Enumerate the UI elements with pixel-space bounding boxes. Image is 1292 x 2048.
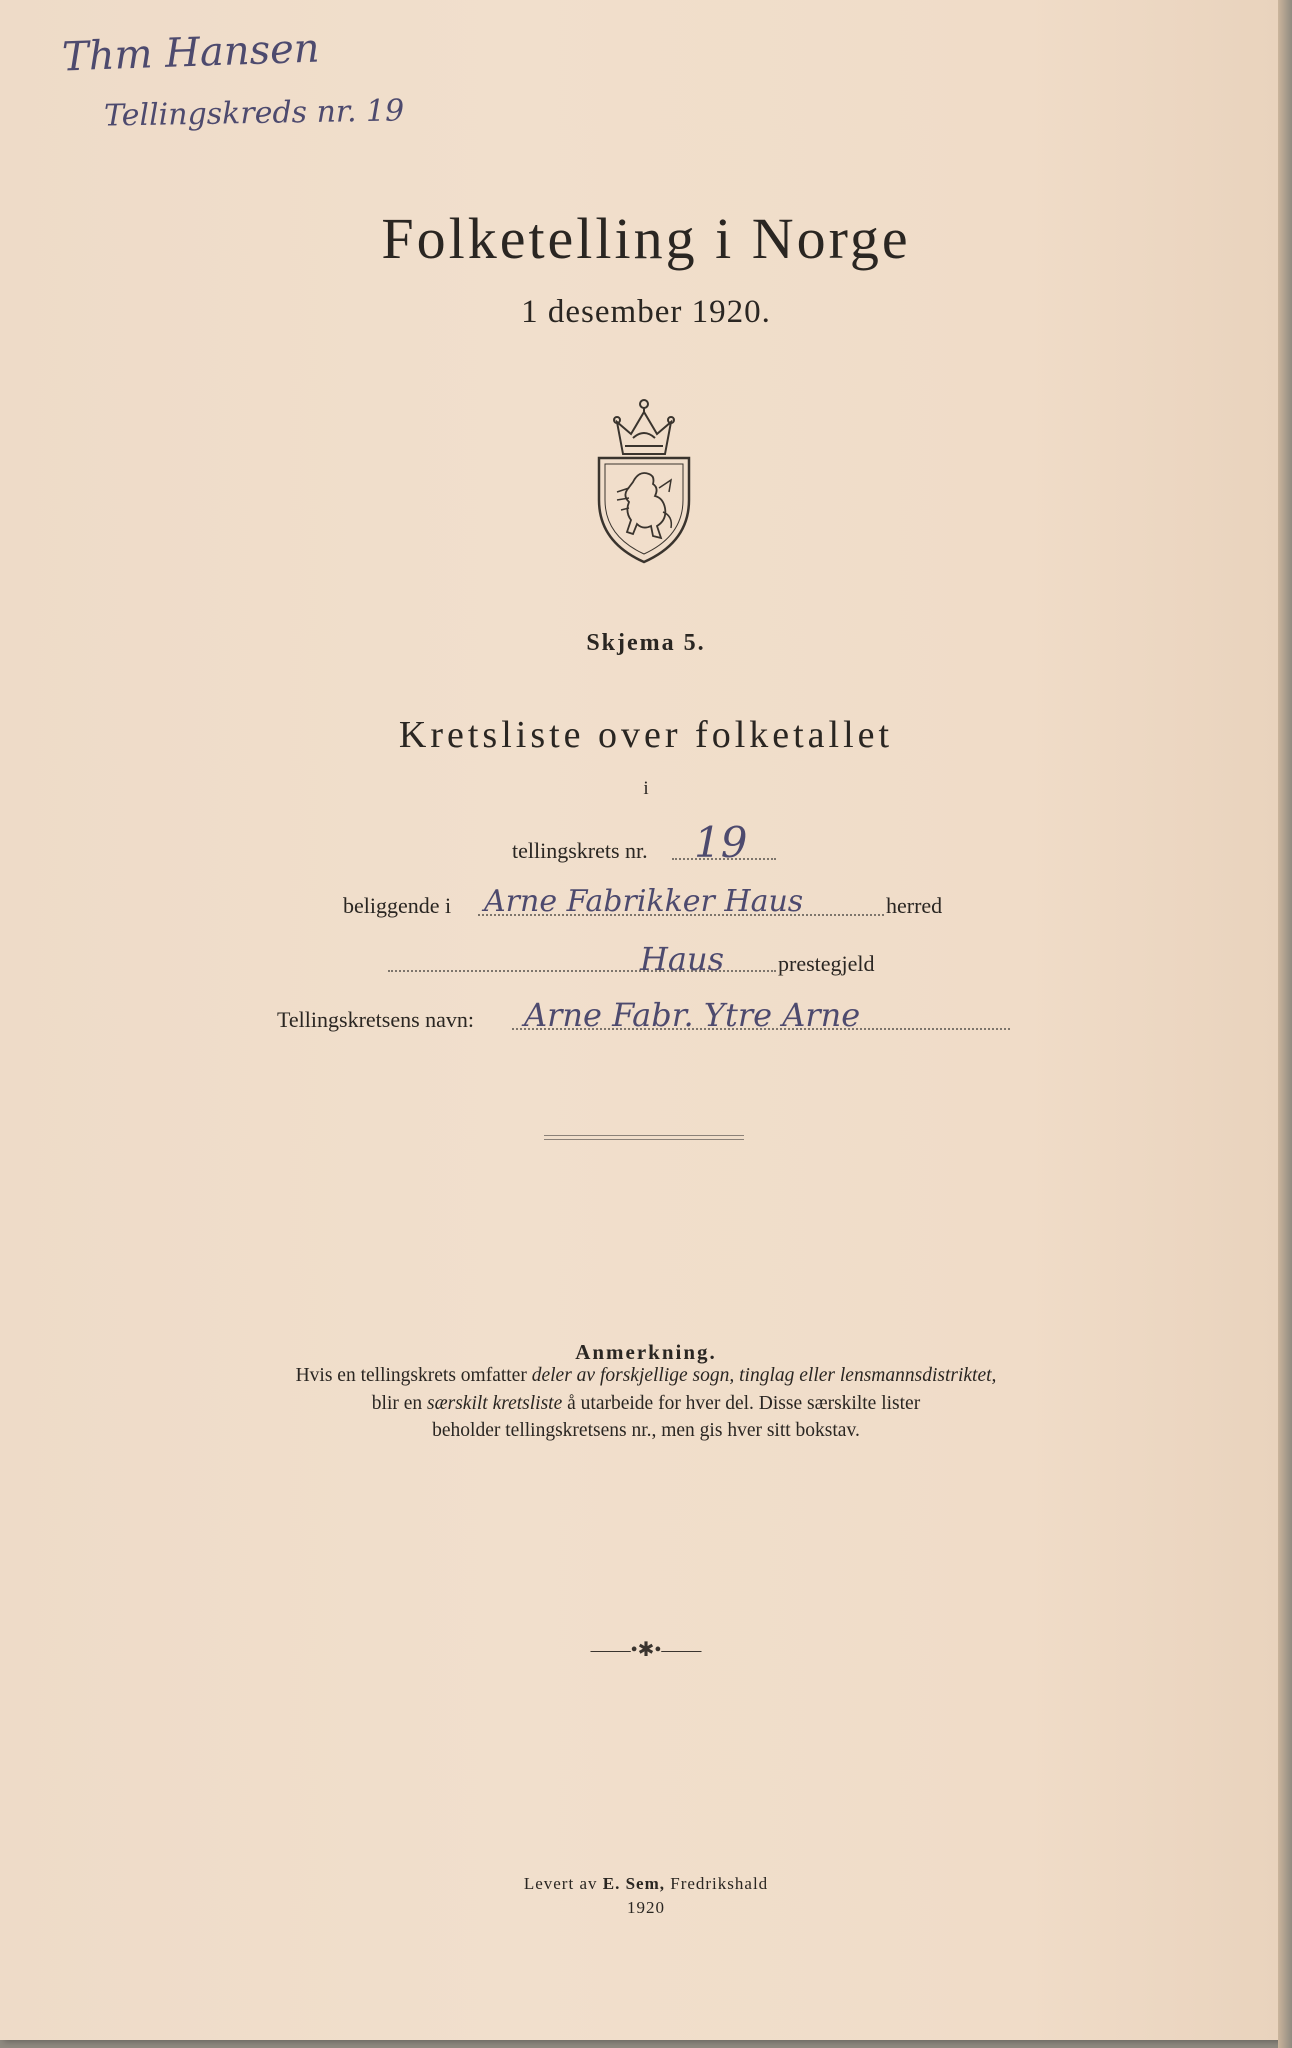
- note-line-2-b: særskilt kretsliste: [427, 1393, 563, 1414]
- navn-label: Tellingskretsens navn:: [277, 1007, 475, 1032]
- form-heading: Kretsliste over folketallet: [398, 714, 894, 756]
- note-line-2-c: å utarbeide for hver del. Disse særskilte lister: [562, 1393, 921, 1414]
- schema-number: Skjema 5.: [586, 630, 706, 656]
- handwritten-name: Thm Hansen: [61, 25, 321, 81]
- ornament-divider: ——•✱•——: [590, 1639, 702, 1661]
- note-heading: Anmerkning.: [575, 1340, 717, 1364]
- note-line-1-a: Hvis en tellingskrets omfatter: [295, 1365, 532, 1386]
- heading-preposition: i: [643, 778, 649, 799]
- note-line-1-b: deler av forskjellige sogn, tinglag eller lensmannsdistriktet,: [531, 1365, 997, 1386]
- divider-rule-top: [544, 1135, 744, 1136]
- prestegjeld-label: prestegjeld: [778, 951, 875, 976]
- note-line-2: [0, 1393, 1292, 1415]
- note-line-2-a: blir en: [371, 1393, 428, 1414]
- printer-credit-c: Fredrikshald: [664, 1874, 769, 1893]
- coat-of-arms-icon: [593, 392, 695, 564]
- tellingskrets-value[interactable]: 19: [694, 818, 748, 867]
- note-line-1: [0, 1365, 1292, 1387]
- note-line-3: beholder tellingskretsens nr., men gis hver sitt bokstav.: [432, 1420, 860, 1441]
- divider-rule-bottom: [544, 1139, 744, 1140]
- handwritten-district-note: Tellingskreds nr. 19: [103, 93, 405, 134]
- navn-value[interactable]: Arne Fabr. Ytre Arne: [524, 996, 861, 1034]
- printer-name: E. Sem,: [602, 1874, 665, 1893]
- herred-value[interactable]: Arne Fabrikker Haus: [484, 884, 804, 919]
- tellingskrets-label: tellingskrets nr.: [512, 838, 648, 863]
- printer-credit-a: Levert av: [523, 1874, 603, 1893]
- prestegjeld-value[interactable]: Haus: [640, 940, 725, 978]
- printer-credit: [0, 1874, 1292, 1894]
- document-date: 1 desember 1920.: [521, 294, 771, 330]
- beliggende-label: beliggende i: [343, 893, 452, 918]
- herred-label: herred: [886, 893, 943, 918]
- document-title: Folketelling i Norge: [381, 206, 911, 271]
- printer-year: 1920: [627, 1898, 665, 1917]
